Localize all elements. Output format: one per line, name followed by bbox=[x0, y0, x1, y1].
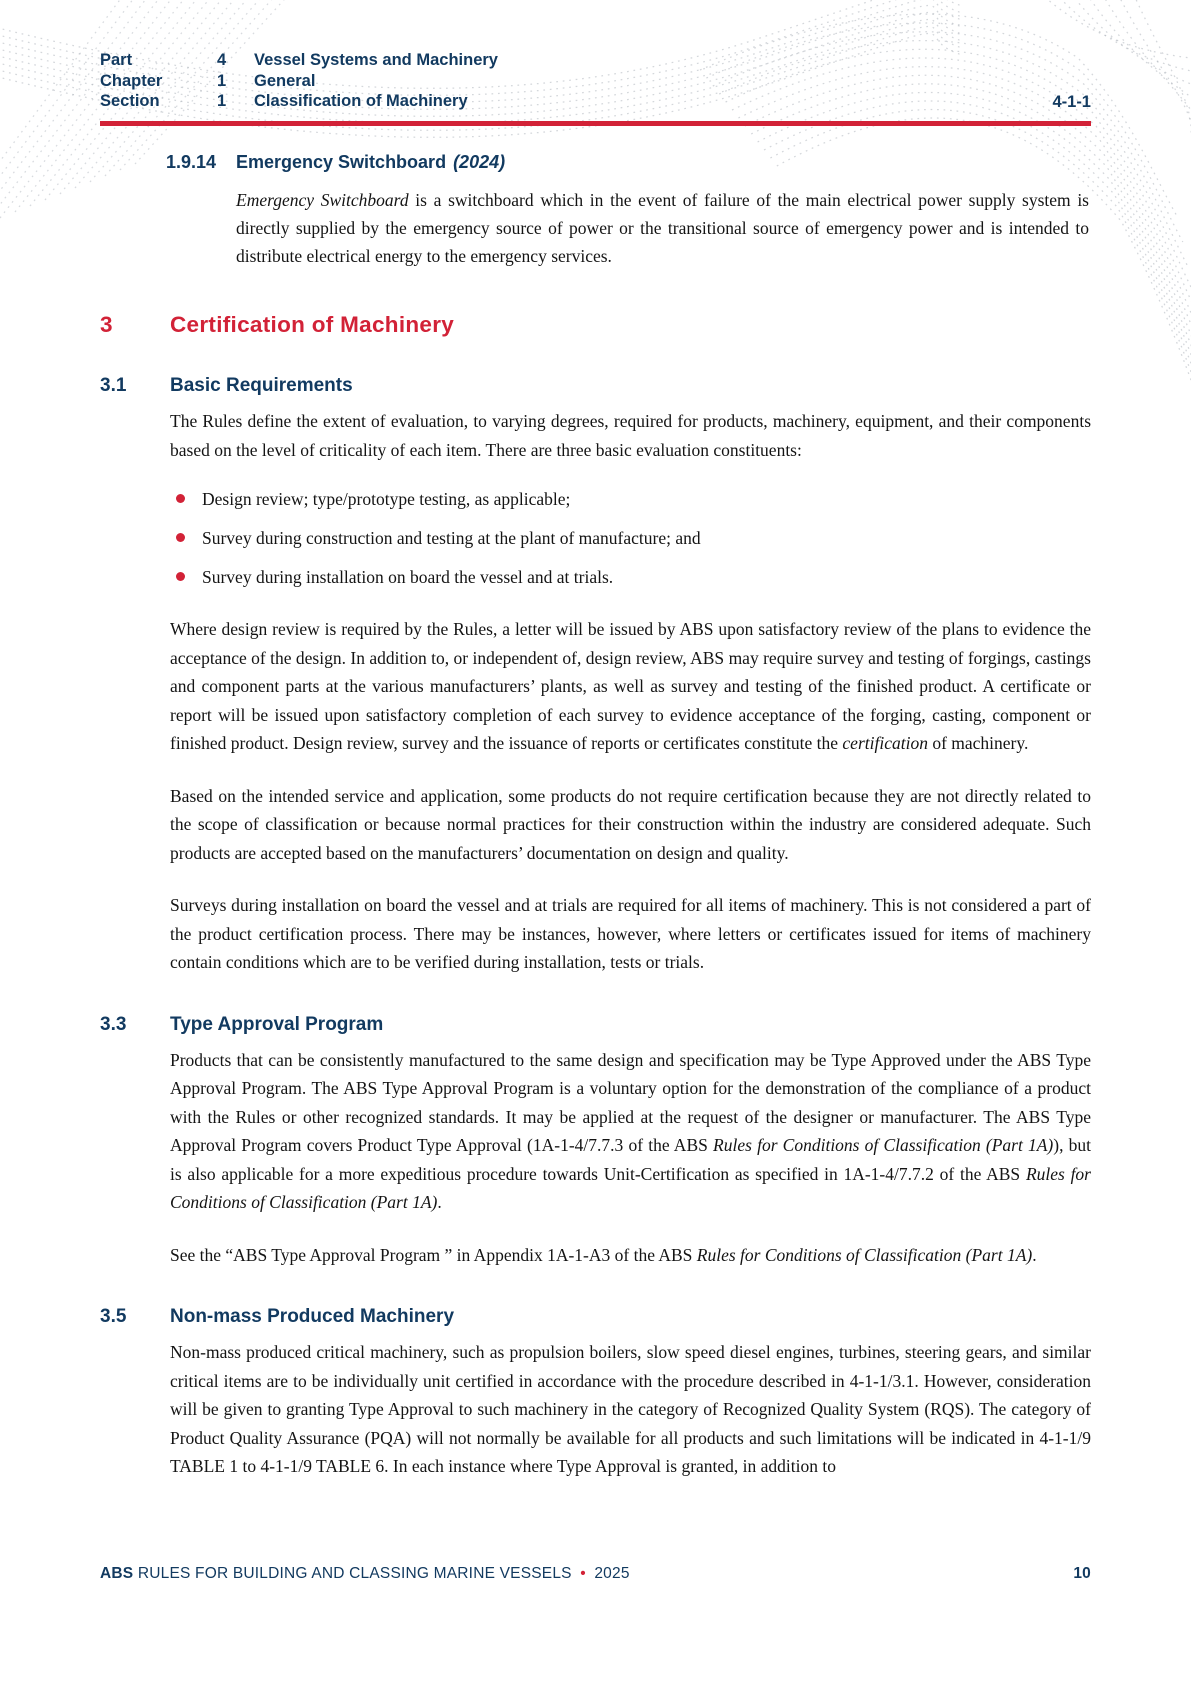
paragraph-basic-requirements-intro: The Rules define the extent of evaluation, to varying degrees, required for products, machinery, equipment, and their components based on the level of criticality of each item. There are three basic evaluation constituents: bbox=[170, 411, 1091, 460]
heading-number: 3.1 bbox=[100, 375, 127, 396]
heading-number: 3.3 bbox=[100, 1013, 127, 1035]
page-header bbox=[100, 50, 1091, 112]
list-item bbox=[170, 485, 1091, 513]
heading-number: 3.5 bbox=[100, 1306, 127, 1327]
page-content bbox=[100, 146, 1091, 1481]
paragraph-design-review: Where design review is required by the Rules, a letter will be issued by ABS upon satisfactory review of the plans to evidence the acceptance of the design. In addition to, or independent of, design review, ABS may require survey and testing of forgings, castings and component parts at the various manufacturers’ plants, as well as survey and testing of the finished product. A certificate or report will be issued upon satisfactory completion of each survey to evidence acceptance of the forging, casting, component or finished product. Design review, survey and the issuance of reports or certificates constitute the certification of machinery. bbox=[170, 619, 1091, 753]
heading-title: Certification of Machinery bbox=[170, 312, 455, 337]
evaluation-constituents-list bbox=[170, 485, 1091, 591]
heading-3-3-type-approval bbox=[100, 1014, 1091, 1036]
header-label: Part bbox=[100, 51, 133, 69]
paragraph-surveys-installation: Surveys during installation on board the vessel and at trials are required for all items of machinery. This is not considered a part of the product certification process. There may be instances, however, where letters or certificates issued for items of machinery contain conditions which are to be verified during installation, tests or trials. bbox=[170, 895, 1091, 972]
list-item bbox=[170, 524, 1091, 552]
bullet-icon bbox=[176, 572, 185, 581]
page-footer bbox=[100, 1565, 1091, 1583]
heading-year-suffix: (2024) bbox=[453, 152, 506, 172]
list-item-text: Survey during construction and testing at the plant of manufacture; and bbox=[202, 528, 701, 548]
header-rule bbox=[100, 121, 1091, 126]
header-label: Section bbox=[100, 92, 160, 110]
paragraph-emergency-switchboard: Emergency Switchboard is a switchboard which in the event of failure of the main electrical power supply system is directly supplied by the emergency source of power or the transitional source of emergency power and is intended to distribute electrical energy to the emergency services. bbox=[236, 190, 1089, 266]
footer-separator-dot: • bbox=[580, 1565, 586, 1582]
header-title: General bbox=[254, 71, 316, 90]
paragraph-intended-service: Based on the intended service and application, some products do not require certification because they are not directly related to the scope of classification or because normal practices for their construction within the industry are considered adequate. Such products are accepted based on the manufacturers’ documentation on design and quality. bbox=[170, 785, 1091, 863]
list-item-text: Design review; type/prototype testing, as applicable; bbox=[202, 489, 571, 509]
heading-title: Emergency Switchboard (2024) bbox=[236, 152, 506, 172]
header-number: 1 bbox=[217, 71, 227, 90]
footer-text bbox=[100, 1565, 630, 1583]
heading-title: Basic Requirements bbox=[170, 375, 353, 396]
footer-year: 2025 bbox=[594, 1565, 630, 1582]
paragraph-type-approval: Products that can be consistently manufactured to the same design and specification may be Type Approved under the ABS Type Approval Program. The ABS Type Approval Program is a voluntary option for the demonstration of the compliance of a product with the Rules or other recognized standards. It may be applied at the request of the designer or manufacturer. The ABS Type Approval Program covers Product Type Approval (1A-1-4/7.7.3 of the ABS Rules for Conditions of Classification (Part 1A)), but is also applicable for a more expeditious procedure towards Unit-Certification as specified in 1A-1-4/7.7.2 of the ABS Rules for Conditions of Classification (Part 1A). bbox=[170, 1049, 1091, 1212]
heading-1-9-14 bbox=[166, 146, 1091, 173]
footer-title: RULES FOR BUILDING AND CLASSING MARINE VESSELS bbox=[137, 1565, 572, 1582]
paragraph-non-mass-machinery: Non-mass produced critical machinery, such as propulsion boilers, slow speed diesel engines, turbines, steering gears, and similar critical items are to be individually unit certified in accordance with the procedure described in 4-1-1/3.1. However, consideration will be given to granting Type Approval to such machinery in the category of Recognized Quality System (RQS). The category of Product Quality Assurance (PQA) will not normally be available for all products and such limitations will be indicated in 4-1-1/9 TABLE 1 to 4-1-1/9 TABLE 6. In each instance where Type Approval is granted, in addition to bbox=[170, 1342, 1091, 1476]
paragraph-see-appendix: See the “ABS Type Approval Program ” in Appendix 1A-1-A3 of the ABS Rules for Conditions of Classification (Part 1A). bbox=[170, 1244, 1037, 1265]
heading-title: Non-mass Produced Machinery bbox=[170, 1306, 455, 1327]
page-number: 10 bbox=[1073, 1565, 1091, 1582]
header-number: 1 bbox=[217, 92, 227, 110]
list-item bbox=[170, 563, 1091, 591]
header-number: 4 bbox=[217, 51, 227, 69]
bullet-icon bbox=[176, 533, 185, 542]
bullet-icon bbox=[176, 494, 185, 503]
heading-3-certification bbox=[100, 312, 1091, 338]
header-row-section bbox=[100, 91, 1091, 112]
heading-3-1-basic-requirements bbox=[100, 375, 1091, 397]
heading-3-5-non-mass bbox=[100, 1306, 1091, 1328]
list-item-text: Survey during installation on board the vessel and at trials. bbox=[202, 567, 614, 587]
header-row-chapter bbox=[100, 71, 1091, 92]
header-row-part bbox=[100, 50, 1091, 71]
footer-brand: ABS bbox=[100, 1565, 134, 1582]
heading-number: 1.9.14 bbox=[166, 152, 217, 172]
heading-title: Type Approval Program bbox=[170, 1013, 384, 1035]
heading-number: 3 bbox=[100, 312, 113, 337]
section-code: 4-1-1 bbox=[1052, 93, 1091, 111]
header-label: Chapter bbox=[100, 71, 163, 90]
header-title: Classification of Machinery bbox=[254, 92, 468, 110]
header-title: Vessel Systems and Machinery bbox=[254, 51, 498, 69]
